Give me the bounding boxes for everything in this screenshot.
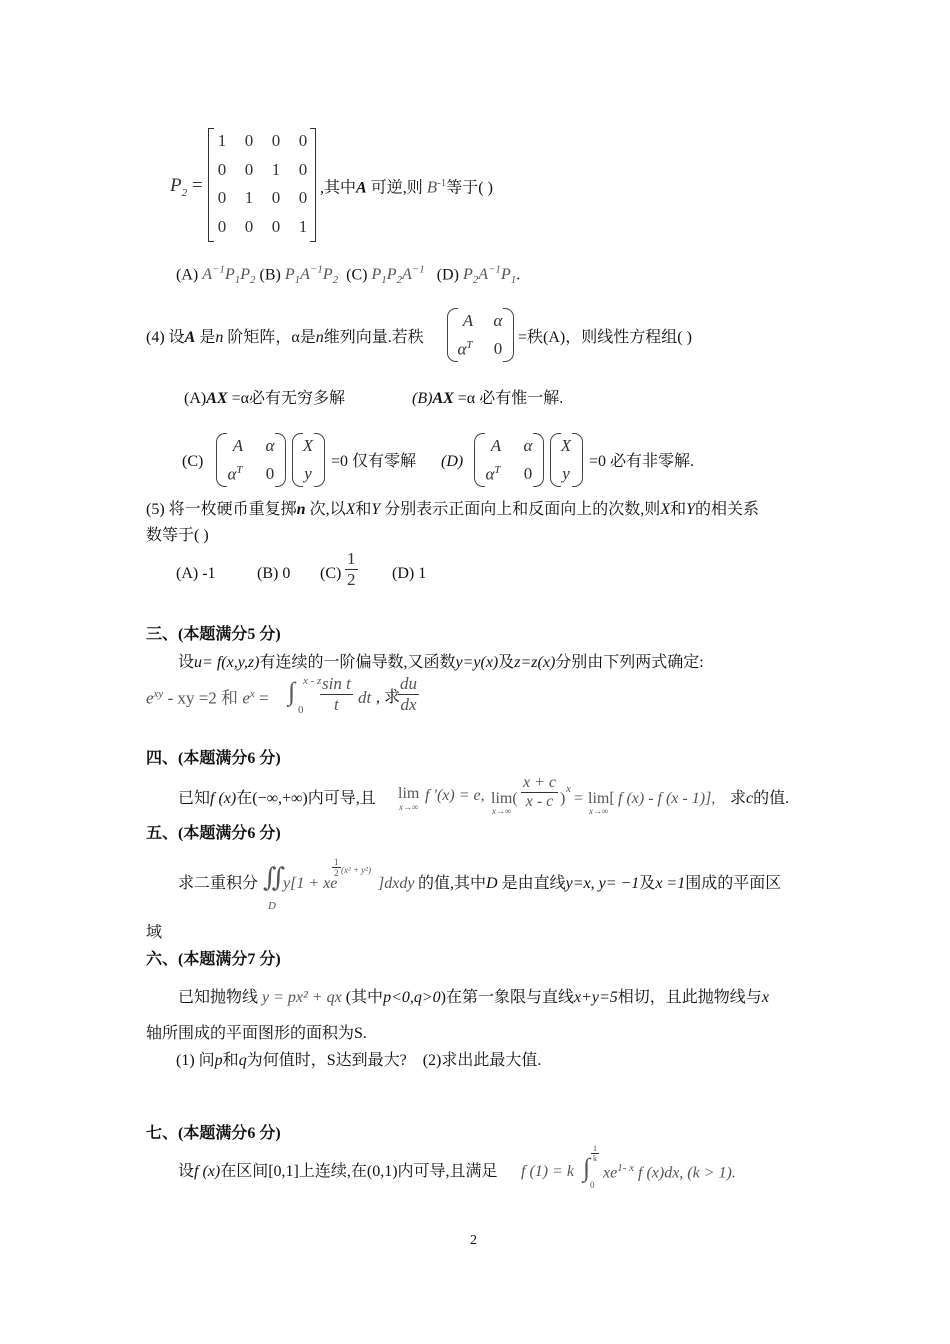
document-page: $P_2$ = 1 0 0 0 0 0 1 0 0 1 0 0 0 0 0 1 ,其中A 可逆,则 $B^{-1}$等于( ) (A) $A^{-1}P_1P_2$ (B) $P_1A^{-1}P_2$ (C) $P_1P_2A^{-1}$ (D) $P_2A^{-1}P_1$. (4) 设A 是n 阶矩阵，α是n维列向量.若秩 A α $\alpha^T$ 0 =秩(A)，则线性方程组( ) (A)AX =α必有无穷多解 (B)AX =α 必有惟一解. (C) A α $\alpha^T$ 0 X y =0 仅有零解 (D) A α $\alpha^T$ 0 X y =0 必有非零解. (5) 将一枚硬币重复掷n 次,以X和Y 分别表示正面向上和反面向上的次数,则X和Y的相关系 数等于( ) (A) -1 (B) 0 (C) $\frac{1}{2}$ (D) 1 三、(本题满分5 分) 设u= f(x,y,z)有连续的一阶偏导数,又函数y=y(x)及z=z(x)分别由下列两式确定: $e^{xy}$ - xy =2 和 $e^x$ = ∫ x - z 0 $\frac{\text{sin t}}{t}$ dt , 求 $\frac{du}{dx}$ 四、(本题满分6 分) 已知f (x)在(−∞,+∞)内可导,且 lim x→∞ f ′(x) = e, lim( x→∞ $\frac{x + c}{x - c}$ ) x = lim[ x→∞ f (x) - f (x - 1)], 求c的值. 五、(本题满分6 分) 求二重积分 ∬ D y[1 + xe $\frac{1}{2}$ (x² + y²) ]dxdy 的值,其中D 是由直线y=x, y= −1及x =1围成的平面区 域 六、(本题满分7 分) 已知抛物线 y = px² + qx (其中p<0,q>0)在第一象限与直线x+y=5相切，且此抛物线与x 轴所围成的平面图形的面积为S. (1) 问p和q为何值时，S达到最大? (2)求出此最大值. 七、(本题满分6 分) 设f (x)在区间[0,1]上连续,在(0,1)内可导,且满足 f (1) = k ∫ $\frac{1}{k}$ 0 $xe^{1- x}$ f (x)dx, (k > 1). 2 xyxy=(0,0,950,1344)
s6-text4: 相切，且此抛物线与 xyxy=(617,989,762,1006)
section-6-heading: 六、(本题满分7 分) xyxy=(146,951,281,968)
s3-int-upper: x - z xyxy=(303,675,322,687)
q5-and2: 和 xyxy=(670,501,687,518)
q5-option-c-frac xyxy=(343,549,360,589)
frac-denominator: 2 xyxy=(347,569,356,589)
s6-x: x xyxy=(761,989,769,1006)
s3-e: e xyxy=(146,688,154,708)
q4d-a: A xyxy=(490,436,502,455)
s4-fx: f (x) xyxy=(210,790,237,807)
s6-q1-text: (1) 问 xyxy=(176,1052,215,1069)
p2-label xyxy=(170,175,203,200)
dx: dx xyxy=(400,694,417,714)
matrix-cell: 0 xyxy=(271,188,281,207)
q4c-alpha: α xyxy=(265,436,275,455)
s7-rest: f (x)dx, (k > 1). xyxy=(634,1164,736,1182)
s5-double-integral: ∬ xyxy=(263,863,286,892)
s5-line2: 域 xyxy=(146,924,163,941)
s4-power: x xyxy=(566,783,571,795)
s7-text1: 设 xyxy=(178,1163,195,1180)
q5-option-b: (B) 0 xyxy=(257,565,291,582)
q3-text-3: 等于( ) xyxy=(446,179,493,197)
q5-text: (5) 将一枚硬币重复掷 xyxy=(146,501,297,518)
s4-lim3: lim[ xyxy=(588,790,615,807)
q4c-vec-y: y xyxy=(304,464,312,483)
s5-cond: y=x, y= −1 xyxy=(565,875,640,892)
section-4-heading: 四、(本题满分6 分) xyxy=(146,750,281,767)
q4d-vec-right-paren xyxy=(572,433,583,487)
transpose-sup: T xyxy=(236,464,243,476)
q4-option-a-ax: AX xyxy=(206,390,228,407)
q4-matrix-right-paren xyxy=(503,308,514,362)
s7-exp: 1- x xyxy=(617,1162,634,1174)
q3-option-c-label: (C) xyxy=(346,266,368,284)
s7-integrand xyxy=(603,1162,736,1183)
s6-and: 和 xyxy=(222,1052,239,1069)
q4-option-a-text: =α必有无穷多解 xyxy=(227,390,345,407)
s7-f1: f (1) = k xyxy=(521,1163,574,1180)
alpha-symbol: α xyxy=(485,464,495,484)
du: du xyxy=(400,674,417,693)
matrix-cell: 0 xyxy=(217,159,227,179)
s6-line1 xyxy=(178,988,769,1007)
s3-sin-num: sin t xyxy=(322,674,351,693)
s4-lim2-sub: x→∞ xyxy=(492,806,512,816)
s5-d: D xyxy=(486,875,498,892)
q3-option-a-label: (A) xyxy=(176,266,199,284)
q4-option-d-text: =0 必有非零解. xyxy=(589,453,695,470)
q4-option-b-text: =α 必有惟一解. xyxy=(453,390,564,407)
s5-int-domain: D xyxy=(268,900,276,912)
q3-inverse-sup: -1 xyxy=(437,177,447,189)
s3-line1 xyxy=(178,653,704,672)
q5-y: Y xyxy=(371,501,381,518)
q3-option-b-expr: $P_1A^{-1}P_2$ xyxy=(284,264,339,287)
s5-text3: 是由直线 xyxy=(497,875,566,892)
s4-tail xyxy=(730,789,789,808)
q5-line1 xyxy=(146,500,759,519)
s4-frac xyxy=(519,774,560,812)
q3-option-d-label: (D) xyxy=(436,266,459,284)
matrix-cell: 0 xyxy=(244,216,254,236)
q4-matrix-zero: 0 xyxy=(493,339,503,358)
s3-text-g: 分别由下列两式确定: xyxy=(555,654,704,671)
q4-prefix: (4) 设 xyxy=(146,329,185,346)
s4-c: c xyxy=(746,790,754,807)
section-5-heading: 五、(本题满分6 分) xyxy=(146,825,281,842)
q3-option-b-label: (B) xyxy=(259,266,281,284)
s5-text1: 求二重积分 xyxy=(178,875,259,892)
s4-line xyxy=(178,789,376,808)
q5-and: 和 xyxy=(355,501,372,518)
q4-option-b-label: (B) xyxy=(412,390,433,407)
q5-n: n xyxy=(296,501,306,518)
q3-matrix-b: B xyxy=(426,177,438,197)
s5-cond2: x =1 xyxy=(655,875,686,892)
q4-a: A xyxy=(184,329,196,346)
s3-and: 及 xyxy=(498,654,515,671)
s6-q1-text-b: 为何值时，S达到最大? xyxy=(246,1052,407,1069)
q4-option-a xyxy=(184,389,345,408)
s4-lim2: lim( xyxy=(491,790,518,807)
q4c-vec-x: X xyxy=(302,436,314,455)
q4-option-a-label: (A) xyxy=(184,390,207,407)
s3-e2-exp: x xyxy=(249,688,255,700)
s5-exp-num: 1 xyxy=(334,857,339,867)
s6-q2-text: (2)求出此最大值. xyxy=(422,1052,542,1069)
matrix-cell: 1 xyxy=(244,188,254,207)
s7-text2: 在区间[0,1]上连续,在(0,1)内可导,且满足 xyxy=(220,1163,498,1180)
q4d-right-paren xyxy=(533,433,544,487)
q3-text-2: 可逆,则 xyxy=(366,179,427,197)
transpose-sup: T xyxy=(494,464,501,476)
q4-option-c-text: =0 仅有零解 xyxy=(331,453,417,470)
q3-option-a-expr: $A^{-1}P_1P_2$ xyxy=(202,264,256,287)
frac-numerator: 1 xyxy=(347,549,356,568)
q4d-vec-x: X xyxy=(560,436,572,455)
q3-text: ,其中 xyxy=(320,179,357,197)
s4-frac-num: x + c xyxy=(521,774,558,793)
s7-upper-num: 1 xyxy=(593,1144,597,1153)
s4-lim3-sub: x→∞ xyxy=(589,806,609,816)
s6-text1: 已知抛物线 xyxy=(178,989,263,1006)
s4-text3: 求 xyxy=(730,790,747,807)
s4-difference: f (x) - f (x - 1)], xyxy=(618,790,716,807)
q4-option-d-label: (D) xyxy=(441,453,464,470)
s3-e-exp: xy xyxy=(153,688,164,700)
s5-tail xyxy=(418,874,781,893)
matrix-cell: 1 xyxy=(217,131,227,150)
q4-text4: =秩(A)，则线性方程组( ) xyxy=(518,329,692,346)
s5-text2: 的值,其中 xyxy=(418,875,487,892)
s6-cond: p<0,q>0 xyxy=(383,989,441,1006)
q4-n: n xyxy=(215,329,224,346)
s5-integrand: y[1 + xe xyxy=(283,875,338,892)
s5-text4: 及 xyxy=(639,875,656,892)
s4-lim1: lim xyxy=(398,785,420,802)
q4-matrix-alpha: α xyxy=(493,311,503,330)
q4c-zero: 0 xyxy=(265,464,275,483)
s3-text-a: 设 xyxy=(178,654,195,671)
s3-du-dx xyxy=(396,674,421,714)
matrix-cell: 0 xyxy=(298,131,308,150)
s7-xe: xe xyxy=(603,1164,618,1182)
p2-symbol: P xyxy=(170,175,182,196)
s6-line-eq: x+y=5 xyxy=(574,989,618,1006)
matrix-cell: 1 xyxy=(271,159,281,179)
q5-line2: 数等于( ) xyxy=(146,527,209,544)
matrix-cell: 0 xyxy=(271,131,281,150)
q4-option-b xyxy=(412,389,563,408)
q4-matrix-alpha-t xyxy=(452,339,478,360)
q5-text-b: 次,以 xyxy=(305,501,346,518)
q4c-right-paren xyxy=(275,433,286,487)
s6-parabola: y = px² + qx xyxy=(262,989,342,1006)
q5-x: X xyxy=(345,501,356,518)
s3-sint-frac xyxy=(318,674,355,714)
alpha-symbol: α xyxy=(227,464,237,484)
transpose-sup: T xyxy=(466,339,473,351)
q3-stem xyxy=(320,177,493,198)
alpha-symbol: α xyxy=(457,339,467,359)
matrix-cell: 0 xyxy=(217,188,227,207)
matrix-cell: 0 xyxy=(244,131,254,150)
q4-n2: n xyxy=(315,329,324,346)
q4-matrix-a: A xyxy=(462,311,474,330)
q5-text-d: 的相关系 xyxy=(695,501,760,518)
matrix-cell: 1 xyxy=(298,216,308,236)
q4d-zero: 0 xyxy=(523,464,533,483)
s4-equals: = xyxy=(574,790,584,807)
s4-lim1-sub: x→∞ xyxy=(399,802,419,812)
s3-int-lower: 0 xyxy=(298,704,304,716)
matrix-cell: 0 xyxy=(298,159,308,179)
matrix-cell: 0 xyxy=(298,188,308,207)
matrix-cell: 0 xyxy=(271,216,281,236)
s3-integral-sign: ∫ xyxy=(288,677,296,706)
q4c-alpha-t xyxy=(222,464,248,485)
p2-subscript: 2 xyxy=(181,186,188,199)
q4d-alpha: α xyxy=(523,436,533,455)
s6-text3: )在第一象限与直线 xyxy=(440,989,574,1006)
s6-p: p xyxy=(214,1052,223,1069)
q4-option-c-label: (C) xyxy=(182,453,204,470)
s3-qiu: , 求 xyxy=(376,689,401,706)
s3-e2: e xyxy=(242,688,250,708)
section-7-heading: 七、(本题满分6 分) xyxy=(146,1125,281,1142)
section-3-heading: 三、(本题满分5 分) xyxy=(146,626,281,643)
s4-text1: 已知 xyxy=(178,790,211,807)
matrix-cell: 0 xyxy=(244,159,254,179)
q5-y2: Y xyxy=(686,501,696,518)
q4-text2: 阶矩阵，α是 xyxy=(223,329,316,346)
q4-option-b-ax: AX xyxy=(432,390,454,407)
q3-option-c-expr: $P_1P_2A^{-1}$ xyxy=(371,264,425,287)
s3-z: z=z(x) xyxy=(514,654,556,671)
s5-close: ]dxdy xyxy=(378,875,415,892)
s6-text2: (其中 xyxy=(341,989,384,1006)
s3-eq1: - xy =2 和 xyxy=(163,688,243,708)
q3-option-end: . xyxy=(516,266,521,284)
s5-exp-den: 2 xyxy=(334,868,339,879)
q3-option-d-expr: $P_2A^{-1}P_1$ xyxy=(462,264,517,287)
s3-text-c: 有连续的一阶偏导数,又函数 xyxy=(259,654,456,671)
s4-fprime: f ′(x) = e, xyxy=(425,787,485,804)
s5-exp-body: (x² + y²) xyxy=(341,865,371,875)
q4d-vec-y: y xyxy=(562,464,570,483)
matrix-cell: 0 xyxy=(217,216,227,236)
s7-int-upper xyxy=(589,1144,601,1163)
s6-q: q xyxy=(238,1052,247,1069)
q5-option-a: (A) -1 xyxy=(176,565,216,582)
s7-line xyxy=(178,1162,498,1181)
s4-text4: 的值. xyxy=(753,790,790,807)
q5-text-c: 分别表示正面向上和反面向上的次数,则 xyxy=(380,501,661,518)
s3-u: u= f(x,y,z) xyxy=(194,654,260,671)
q5-option-d: (D) 1 xyxy=(392,565,427,582)
s3-equations xyxy=(146,688,269,709)
s7-integral-sign: ∫ xyxy=(583,1153,591,1182)
s4-frac-den: x - c xyxy=(525,793,554,811)
q4-stem xyxy=(146,328,424,347)
s5-text5: 围成的平面区 xyxy=(685,875,782,892)
q4-text1: 是 xyxy=(195,329,216,346)
q4c-vec-right-paren xyxy=(314,433,325,487)
s6-questions xyxy=(176,1051,541,1070)
s3-y: y=y(x) xyxy=(455,654,499,671)
p2-equals: = xyxy=(191,175,203,196)
q5-x2: X xyxy=(660,501,671,518)
s3-dt: dt xyxy=(358,688,372,707)
q3-options xyxy=(176,264,520,288)
q5-option-c: (C) xyxy=(320,565,342,582)
q4c-a: A xyxy=(232,436,244,455)
s7-fx: f (x) xyxy=(194,1163,221,1180)
s6-line2: 轴所围成的平面图形的面积为S. xyxy=(146,1025,367,1042)
s7-int-lower: 0 xyxy=(590,1180,595,1190)
page-number: 2 xyxy=(470,1233,477,1248)
q4-text3: 维列向量.若秩 xyxy=(323,329,424,346)
s3-eq2: = xyxy=(254,688,269,708)
s7-upper-den: k xyxy=(593,1154,597,1164)
s3-sin-den: t xyxy=(334,694,339,714)
q3-matrix-a: A xyxy=(356,179,367,197)
q4d-alpha-t xyxy=(480,464,506,485)
s4-text2: 在(−∞,+∞)内可导,且 xyxy=(236,790,376,807)
